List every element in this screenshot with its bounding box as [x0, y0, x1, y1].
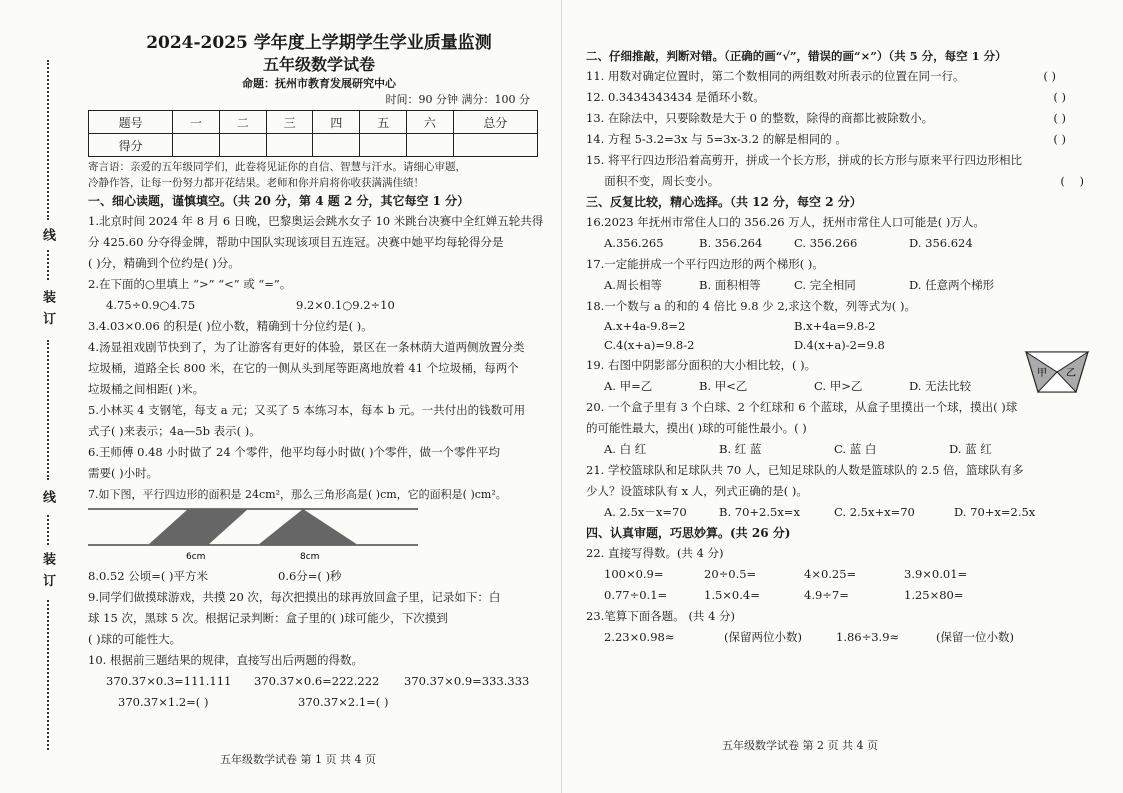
- judge-text: 12. 0.3434343434 是循环小数。: [586, 90, 765, 104]
- pattern-item: 370.37×0.9=333.333: [404, 674, 530, 688]
- judge-text: 13. 在除法中，只要除数是大于 0 的整数，除得的商都比被除数小。: [586, 111, 934, 125]
- pattern-answer: 370.37×1.2=( ): [118, 695, 209, 709]
- question-line: 18.一个数与 a 的和的 4 倍比 9.8 少 2,求这个数，列等式为( )。: [586, 299, 916, 313]
- question-line: 的可能性最大，摸出( )球的可能性最小。( ): [586, 421, 807, 435]
- option-d[interactable]: D.4(x+a)-2=9.8: [794, 338, 885, 352]
- cut-line: [47, 60, 49, 220]
- score-header: 二: [219, 111, 266, 134]
- score-cell[interactable]: [453, 134, 537, 157]
- option-d[interactable]: D. 356.624: [909, 236, 973, 250]
- exam-title: 2024-2025 学年度上学期学生学业质量监测: [146, 33, 492, 53]
- calc-item: 1.25×80=: [904, 588, 964, 602]
- score-header: 题号: [89, 111, 173, 134]
- calc-item: 20÷0.5=: [704, 567, 757, 581]
- section-heading: 一、细心读题，谨慎填空。（共 20 分，第 4 题 2 分，其它每空 1 分）: [88, 194, 470, 208]
- exam-page-1: [0, 0, 561, 793]
- section-heading: 二、仔细推敲，判断对错。（正确的画“√”，错误的画“×”）（共 5 分，每空 1 分）: [586, 49, 1007, 63]
- option-b[interactable]: B. 面积相等: [699, 278, 761, 292]
- score-cell[interactable]: [219, 134, 266, 157]
- option-a[interactable]: A. 白 红: [604, 442, 647, 456]
- region-label-jia: 甲: [1037, 368, 1047, 379]
- option-a[interactable]: A.x+4a-9.8=2: [604, 319, 686, 333]
- cut-line: [47, 600, 49, 750]
- question-line: 16.2023 年抚州市常住人口的 356.26 万人，抚州市常住人口可能是( )万人。: [586, 215, 985, 229]
- judge-item: [586, 129, 1106, 150]
- cut-line: [47, 250, 49, 280]
- option-a[interactable]: A.356.265: [604, 236, 664, 250]
- option-a[interactable]: A. 甲=乙: [604, 379, 653, 393]
- question-row: [88, 566, 550, 587]
- option-c[interactable]: C. 356.266: [794, 236, 858, 250]
- question-row: [88, 295, 550, 316]
- time-score: 时间：90 分钟 满分：100 分: [385, 93, 530, 106]
- margin-word: 线: [40, 228, 55, 243]
- answer-blank[interactable]: ( ): [1060, 174, 1084, 188]
- options-row: [586, 502, 1106, 523]
- judge-item: [586, 171, 1106, 192]
- region-label-yi: 乙: [1066, 368, 1076, 379]
- option-d[interactable]: D. 任意两个梯形: [909, 278, 995, 292]
- option-c[interactable]: C.4(x+a)=9.8-2: [604, 338, 695, 352]
- calc-item: 0.77÷0.1=: [604, 588, 668, 602]
- calc-note: (保留两位小数): [724, 630, 802, 644]
- section-heading: 三、反复比较，精心选择。（共 12 分，每空 2 分）: [586, 195, 862, 209]
- question-line: ( )分，精确到个位约是( )分。: [88, 256, 240, 270]
- question-line: 4.汤显祖戏剧节快到了，为了让游客有更好的体验，景区在一条林荫大道两侧放置分类: [88, 340, 525, 354]
- question-line: 6.王师傅 0.48 小时做了 24 个零件，他平均每小时做( )个零件，做一个零件平均: [88, 445, 500, 459]
- option-c[interactable]: C. 完全相同: [794, 278, 856, 292]
- option-b[interactable]: B. 356.264: [699, 236, 763, 250]
- question-line: 22. 直接写得数。(共 4 分): [586, 546, 724, 560]
- options-row: [586, 233, 1106, 254]
- question-line: 23.笔算下面各题。 (共 4 分): [586, 609, 736, 623]
- answer-blank[interactable]: ( ): [1053, 111, 1066, 125]
- judge-text: 15. 将平行四边形沿着高剪开，拼成一个长方形，拼成的长方形与原来平行四边形相比: [586, 153, 1022, 167]
- question-line: 分 425.60 分夺得金牌，帮助中国队实现该项目五连冠。决赛中她平均每轮得分是: [88, 235, 504, 249]
- option-c[interactable]: C. 2.5x+x=70: [834, 505, 915, 519]
- calc-item: 1.86÷3.9≈: [836, 630, 900, 644]
- trapezoid-figure: [1024, 349, 1090, 395]
- question-part: 0.6分=( )秒: [278, 569, 342, 583]
- margin-word: 线: [40, 490, 55, 505]
- score-header: 三: [266, 111, 313, 134]
- options-row: [586, 275, 1106, 296]
- section-heading: 四、认真审题，巧思妙算。(共 26 分): [586, 526, 791, 540]
- calc-row: [586, 585, 1106, 606]
- calc-note: (保留一位小数): [936, 630, 1014, 644]
- answer-blank[interactable]: ( ): [1043, 69, 1056, 83]
- score-header: 一: [173, 111, 220, 134]
- cut-line: [47, 515, 49, 545]
- option-c[interactable]: C. 蓝 白: [834, 442, 877, 456]
- judge-text: 11. 用数对确定位置时，第二个数相同的两组数对所表示的位置在同一行。: [586, 69, 965, 83]
- note-line: 冷静作答，让每一份努力都开花结果。老师和你并肩将你收获满满佳绩！: [88, 177, 424, 189]
- exam-author: 命题：抚州市教育发展研究中心: [242, 77, 396, 90]
- question-line: 3.4.03×0.06 的积是( )位小数，精确到十分位约是( )。: [88, 319, 373, 333]
- judge-item: [586, 87, 1106, 108]
- question-row: [88, 692, 550, 713]
- question-line: 少人？设篮球队有 x 人，列式正确的是( )。: [586, 484, 808, 498]
- options-row: [586, 317, 1106, 336]
- compare-item: 9.2×0.1○9.2÷10: [296, 298, 395, 312]
- parallelogram-shape: [148, 509, 248, 545]
- question-line: 2.在下面的○里填上 “>” “<” 或 “=”。: [88, 277, 292, 291]
- question-line: 9.同学们做摸球游戏，共摸 20 次，每次把摸出的球再放回盒子里，记录如下：白: [88, 590, 501, 604]
- calc-item: 1.5×0.4=: [704, 588, 760, 602]
- question-line: 垃圾桶，道路全长 800 米，在它的一侧从头到尾等距离地放着 41 个垃圾桶，每两个: [88, 361, 519, 375]
- score-cell[interactable]: [266, 134, 313, 157]
- question-line: 7.如下图，平行四边形的面积是 24cm²，那么三角形高是( )cm，它的面积是( )cm²。: [88, 488, 507, 501]
- exam-page-2: [562, 0, 1123, 793]
- option-b[interactable]: B.x+4a=9.8-2: [794, 319, 876, 333]
- margin-word: 装 订: [40, 552, 55, 589]
- question-part: 8.0.52 公顷=( )平方米: [88, 569, 208, 583]
- option-a[interactable]: A.周长相等: [604, 278, 662, 292]
- question-line: 17.一定能拼成一个平行四边形的两个梯形( )。: [586, 257, 824, 271]
- parallelogram-triangle-figure: [88, 505, 550, 563]
- calc-row: [586, 627, 1106, 648]
- question-line: 球 15 次，黑球 5 次。根据记录判断：盒子里的( )球可能少，下次摸到: [88, 611, 448, 625]
- pattern-item: 370.37×0.3=111.111: [106, 674, 232, 688]
- question-line: 19. 右图中阴影部分面积的大小相比较，( )。: [586, 358, 817, 372]
- score-header: 总分: [453, 111, 537, 134]
- judge-item: [586, 150, 1106, 171]
- calc-item: 2.23×0.98≈: [604, 630, 675, 644]
- compare-item: 4.75÷0.9○4.75: [106, 298, 196, 312]
- score-table: [88, 110, 538, 157]
- calc-item: 3.9×0.01=: [904, 567, 968, 581]
- question-line: 20. 一个盒子里有 3 个白球、2 个红球和 6 个蓝球，从盒子里摸出一个球，摸出( )球: [586, 400, 1018, 414]
- triangle-base-label: 8cm: [300, 552, 320, 562]
- option-c[interactable]: C. 甲>乙: [814, 379, 863, 393]
- judge-item: [586, 108, 1106, 129]
- answer-blank[interactable]: ( ): [1053, 132, 1066, 146]
- answer-blank[interactable]: ( ): [1053, 90, 1066, 104]
- calc-item: 100×0.9=: [604, 567, 664, 581]
- question-line: 式子( )来表示；4a—5b 表示( )。: [88, 424, 261, 438]
- option-a[interactable]: A. 2.5x－x=70: [604, 505, 687, 519]
- pattern-item: 370.37×0.6=222.222: [254, 674, 380, 688]
- page-footer: 五年级数学试卷 第 1 页 共 4 页: [220, 753, 376, 766]
- score-header: 五: [360, 111, 407, 134]
- score-cell[interactable]: [313, 134, 360, 157]
- pattern-answer: 370.37×2.1=( ): [298, 695, 389, 709]
- binding-margin: [0, 0, 70, 793]
- question-line: 5.小林买 4 支钢笔，每支 a 元；又买了 5 本练习本，每本 b 元。一共付出的钱数可用: [88, 403, 526, 417]
- page1-content: [88, 32, 550, 713]
- cut-line: [47, 340, 49, 480]
- options-row: [586, 439, 1106, 460]
- option-d[interactable]: D. 70+x=2.5x: [954, 505, 1036, 519]
- option-b[interactable]: B. 红 蓝: [719, 442, 762, 456]
- option-d[interactable]: D. 无法比较: [909, 379, 972, 393]
- question-line: 10. 根据前三题结果的规律，直接写出后两题的得数。: [88, 653, 363, 667]
- question-line: 21. 学校篮球队和足球队共 70 人，已知足球队的人数是篮球队的 2.5 倍，篮球队有多: [586, 463, 1024, 477]
- option-d[interactable]: D. 蓝 红: [949, 442, 992, 456]
- page-footer: 五年级数学试卷 第 2 页 共 4 页: [722, 739, 878, 752]
- question-19: [586, 355, 1106, 397]
- judge-text: 面积不变，周长变小。: [586, 174, 720, 188]
- note-line: 寄言语：亲爱的五年级同学们，此卷将见证你的自信、智慧与汗水。请细心审题，: [88, 161, 466, 173]
- question-row: [88, 671, 550, 692]
- score-header: 六: [406, 111, 453, 134]
- question-line: 需要( )小时。: [88, 466, 159, 480]
- parallelogram-base-label: 6cm: [186, 552, 206, 562]
- score-header: 四: [313, 111, 360, 134]
- question-line: ( )球的可能性大。: [88, 632, 182, 646]
- exam-subtitle: 五年级数学试卷: [262, 55, 375, 74]
- score-cell[interactable]: [406, 134, 453, 157]
- option-b[interactable]: B. 甲<乙: [699, 379, 748, 393]
- score-cell[interactable]: [360, 134, 407, 157]
- option-b[interactable]: B. 70+2.5x=x: [719, 505, 800, 519]
- question-line: 1.北京时间 2024 年 8 月 6 日晚，巴黎奥运会跳水女子 10 米跳台决赛中全红婵五轮共得: [88, 214, 544, 228]
- calc-row: [586, 564, 1106, 585]
- judge-text: 14. 方程 5-3.2=3x 与 5=3x-3.2 的解是相同的 。: [586, 132, 847, 146]
- margin-word: 装 订: [40, 290, 55, 327]
- page2-content: [586, 46, 1106, 648]
- score-cell[interactable]: [173, 134, 220, 157]
- triangle-shape: [258, 509, 358, 545]
- calc-item: 4×0.25=: [804, 567, 857, 581]
- judge-item: [586, 66, 1106, 87]
- score-row-label: 得分: [89, 134, 173, 157]
- calc-item: 4.9÷7=: [804, 588, 849, 602]
- question-line: 垃圾桶之间相距( )米。: [88, 382, 205, 396]
